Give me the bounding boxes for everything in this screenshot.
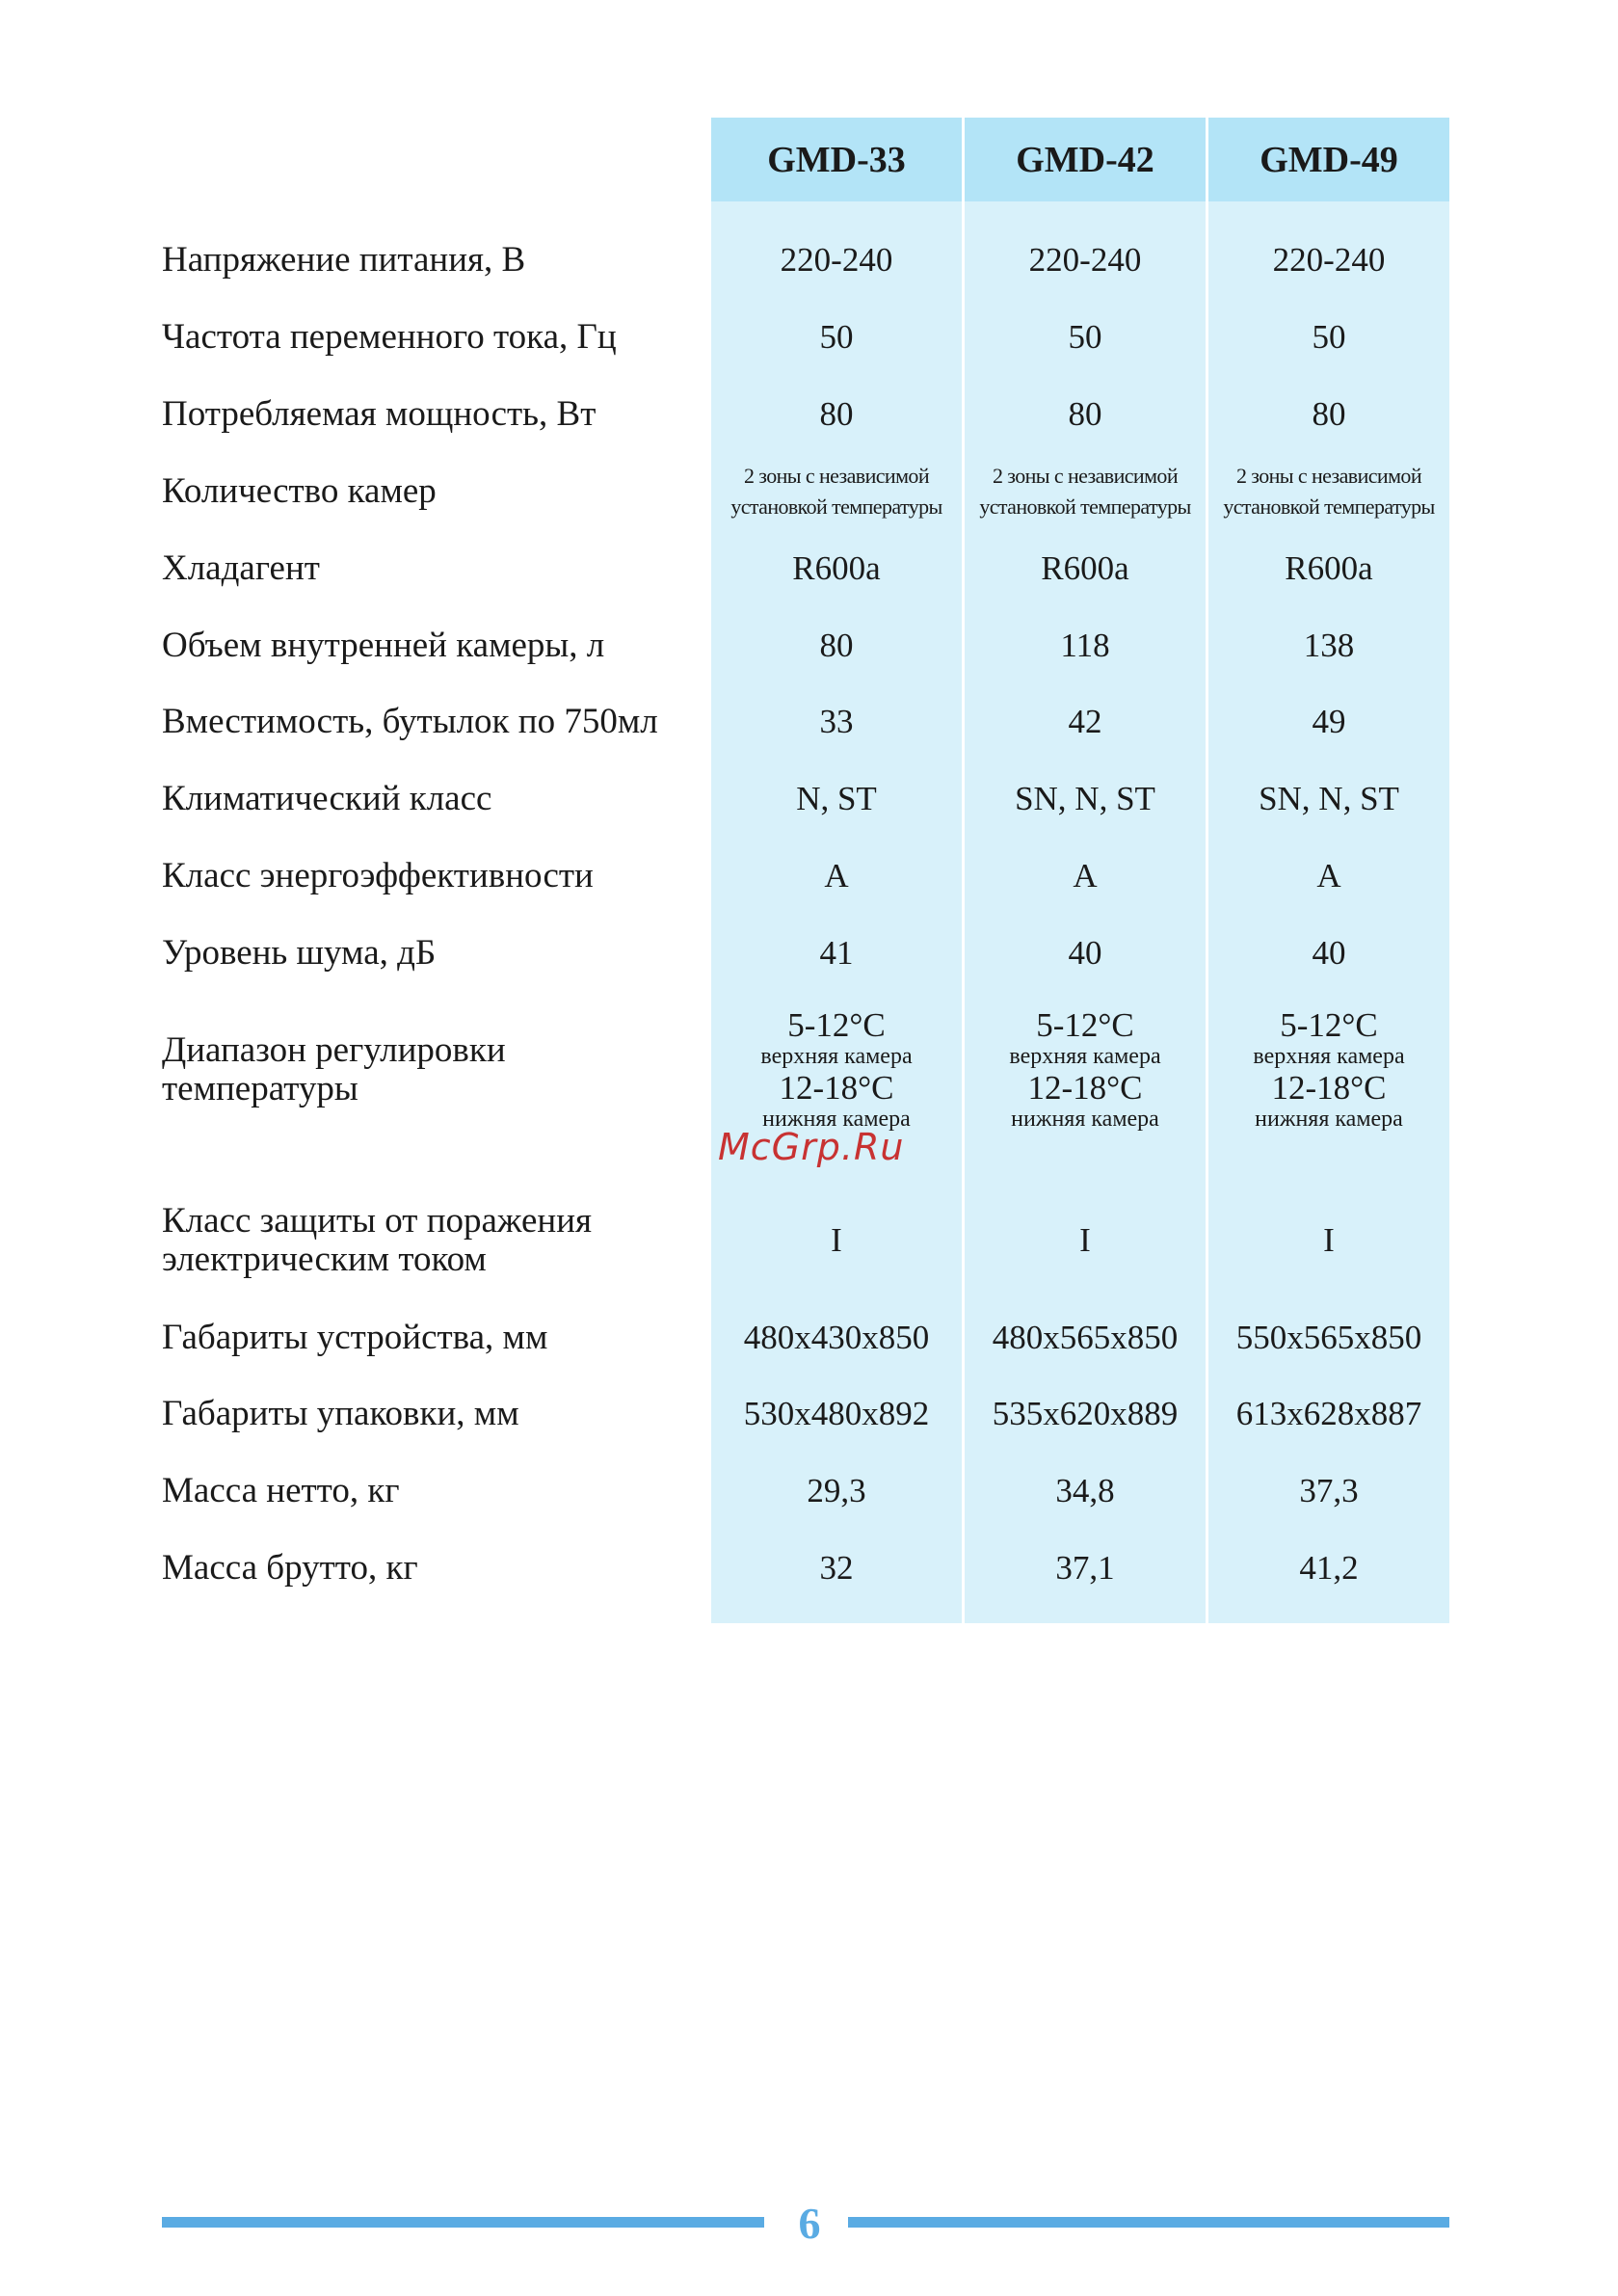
spec-label: Количество камер <box>162 471 437 511</box>
spec-value-cell <box>711 838 962 915</box>
spec-value: 80 <box>819 395 854 433</box>
spec-label: Потребляемая мощность, Вт <box>162 394 597 434</box>
spec-value: 40 <box>1312 934 1346 972</box>
spec-value-line: 5-12°C <box>1036 1006 1134 1044</box>
spec-value: N, ST <box>796 780 877 817</box>
spec-value: 613x628x887 <box>1235 1395 1422 1432</box>
spec-value: 530x480x892 <box>743 1395 930 1432</box>
spec-value-line: нижняя камера <box>762 1107 911 1132</box>
spec-value-cell <box>1208 838 1449 915</box>
spec-label: Климатический класс <box>162 779 492 818</box>
spec-value-cell <box>711 530 962 607</box>
spec-value: 29,3 <box>807 1472 866 1509</box>
spec-value: 33 <box>819 703 854 740</box>
spec-value-line: 2 зоны с независимой <box>1235 464 1422 488</box>
spec-value-line: 12-18°C <box>779 1069 894 1107</box>
spec-value-cell <box>711 1453 962 1530</box>
spec-value-cell <box>1208 1192 1449 1289</box>
spec-value-cell <box>711 915 962 992</box>
spec-value: 50 <box>1068 318 1102 356</box>
spec-value: 220-240 <box>1028 241 1142 279</box>
spec-label: Вместимость, бутылок по 750мл <box>162 702 658 741</box>
spec-value-cell <box>711 761 962 838</box>
spec-label: Масса нетто, кг <box>162 1471 400 1510</box>
spec-value-cell <box>1208 1375 1449 1453</box>
spec-value-cell <box>965 988 1206 1152</box>
spec-value-cell <box>1208 607 1449 684</box>
spec-value-cell <box>965 376 1206 453</box>
spec-value-cell <box>1208 761 1449 838</box>
spec-value: 41,2 <box>1299 1549 1359 1587</box>
spec-label: Габариты устройства, мм <box>162 1318 548 1357</box>
spec-value-line: верхняя камера <box>760 1044 913 1069</box>
spec-value: 80 <box>819 627 854 664</box>
spec-value: A <box>1073 857 1098 894</box>
spec-value-cell <box>1208 988 1449 1152</box>
spec-value: 50 <box>819 318 854 356</box>
spec-value-cell <box>711 376 962 453</box>
spec-value-cell <box>711 222 962 299</box>
spec-value-cell <box>965 761 1206 838</box>
spec-value: 37,3 <box>1299 1472 1359 1509</box>
spec-value: 80 <box>1068 395 1102 433</box>
spec-value: A <box>1316 857 1341 894</box>
spec-value-line: верхняя камера <box>1009 1044 1161 1069</box>
spec-label-line: электрическим током <box>162 1240 487 1279</box>
spec-value-line: нижняя камера <box>1011 1107 1159 1132</box>
column-header-gmd-49 <box>1208 118 1449 201</box>
spec-value-cell <box>1208 453 1449 530</box>
spec-value-cell <box>1208 1299 1449 1376</box>
spec-label: Класс энергоэффективности <box>162 856 594 895</box>
spec-value: 220-240 <box>780 241 893 279</box>
spec-value: 50 <box>1312 318 1346 356</box>
spec-value-cell <box>711 1299 962 1376</box>
spec-value-cell <box>965 607 1206 684</box>
spec-value-cell <box>965 683 1206 761</box>
spec-label-line: Класс защиты от поражения <box>162 1201 593 1241</box>
spec-value: I <box>1079 1221 1091 1259</box>
spec-value: SN, N, ST <box>1259 780 1399 817</box>
footer-line-right <box>848 2217 1449 2228</box>
spec-value: A <box>824 857 849 894</box>
spec-value: 118 <box>1060 627 1110 664</box>
spec-value: R600a <box>1285 549 1373 587</box>
model-name: GMD-33 <box>767 139 906 180</box>
spec-value: R600a <box>792 549 881 587</box>
spec-value-cell <box>1208 530 1449 607</box>
spec-value: 480x430x850 <box>743 1319 930 1356</box>
spec-value-cell <box>1208 299 1449 376</box>
footer-line-left <box>162 2217 764 2228</box>
spec-value-cell <box>965 1530 1206 1607</box>
spec-value-cell <box>965 530 1206 607</box>
spec-value: 80 <box>1312 395 1346 433</box>
spec-value-cell <box>711 1375 962 1453</box>
spec-value: 535x620x889 <box>992 1395 1179 1432</box>
spec-value-line: установкой температуры <box>1223 494 1435 519</box>
spec-value: I <box>1323 1221 1335 1259</box>
spec-value-line: 2 зоны с независимой <box>992 464 1179 488</box>
model-name: GMD-42 <box>1016 139 1154 180</box>
page-number: 6 <box>798 2199 821 2248</box>
spec-value-cell <box>711 453 962 530</box>
spec-label: Уровень шума, дБ <box>162 933 437 973</box>
spec-value-line: 12-18°C <box>1027 1069 1143 1107</box>
spec-value: 49 <box>1312 703 1346 740</box>
spec-value-line: установкой температуры <box>730 494 942 519</box>
spec-value-cell <box>1208 222 1449 299</box>
spec-value-cell <box>711 1530 962 1607</box>
spec-value-cell <box>965 1299 1206 1376</box>
spec-value: SN, N, ST <box>1015 780 1155 817</box>
spec-value-cell <box>1208 1453 1449 1530</box>
spec-label <box>162 1192 711 1289</box>
spec-value: 220-240 <box>1272 241 1386 279</box>
spec-value-line: 12-18°C <box>1271 1069 1387 1107</box>
spec-label <box>162 988 711 1152</box>
watermark: McGrp.Ru <box>718 1126 905 1168</box>
spec-value-cell <box>711 683 962 761</box>
column-header-gmd-42 <box>965 118 1206 201</box>
model-name: GMD-49 <box>1260 139 1398 180</box>
spec-value-line: 2 зоны с независимой <box>743 464 930 488</box>
spec-label: Габариты упаковки, мм <box>162 1394 519 1433</box>
spec-value-cell <box>965 222 1206 299</box>
spec-value-cell <box>1208 915 1449 992</box>
spec-value: 42 <box>1068 703 1102 740</box>
spec-value-line: установкой температуры <box>979 494 1191 519</box>
spec-value-line: 5-12°C <box>787 1006 886 1044</box>
spec-value-line: нижняя камера <box>1255 1107 1403 1132</box>
spec-value: 34,8 <box>1055 1472 1115 1509</box>
spec-value-cell <box>1208 1530 1449 1607</box>
column-header-gmd-33 <box>711 118 962 201</box>
spec-value: R600a <box>1041 549 1129 587</box>
spec-value-cell <box>711 1192 962 1289</box>
spec-value: 41 <box>819 934 854 972</box>
spec-value-cell <box>965 299 1206 376</box>
spec-label: Частота переменного тока, Гц <box>162 317 617 357</box>
spec-value-cell <box>965 1375 1206 1453</box>
spec-value: 138 <box>1303 627 1355 664</box>
spec-value-cell <box>965 838 1206 915</box>
spec-value-cell <box>965 1453 1206 1530</box>
spec-value-cell <box>965 1192 1206 1289</box>
spec-value: 32 <box>819 1549 854 1587</box>
spec-label: Объем внутренней камеры, л <box>162 626 605 665</box>
spec-value: 37,1 <box>1055 1549 1115 1587</box>
spec-value: 550x565x850 <box>1235 1319 1422 1356</box>
spec-value: 480x565x850 <box>992 1319 1179 1356</box>
spec-value-line: 5-12°C <box>1280 1006 1378 1044</box>
spec-value-cell <box>711 299 962 376</box>
spec-value-cell <box>711 607 962 684</box>
spec-value: 40 <box>1068 934 1102 972</box>
spec-value-cell <box>965 453 1206 530</box>
spec-value-line: верхняя камера <box>1253 1044 1405 1069</box>
spec-value: I <box>831 1221 842 1259</box>
spec-label: Напряжение питания, В <box>162 240 526 280</box>
spec-value-cell <box>965 915 1206 992</box>
spec-label: Масса брутто, кг <box>162 1548 418 1588</box>
spec-label: Хладагент <box>162 548 320 588</box>
spec-label-line: температуры <box>162 1069 358 1108</box>
spec-value-cell <box>1208 376 1449 453</box>
spec-label-line: Диапазон регулировки <box>162 1030 506 1070</box>
spec-value-cell <box>1208 683 1449 761</box>
